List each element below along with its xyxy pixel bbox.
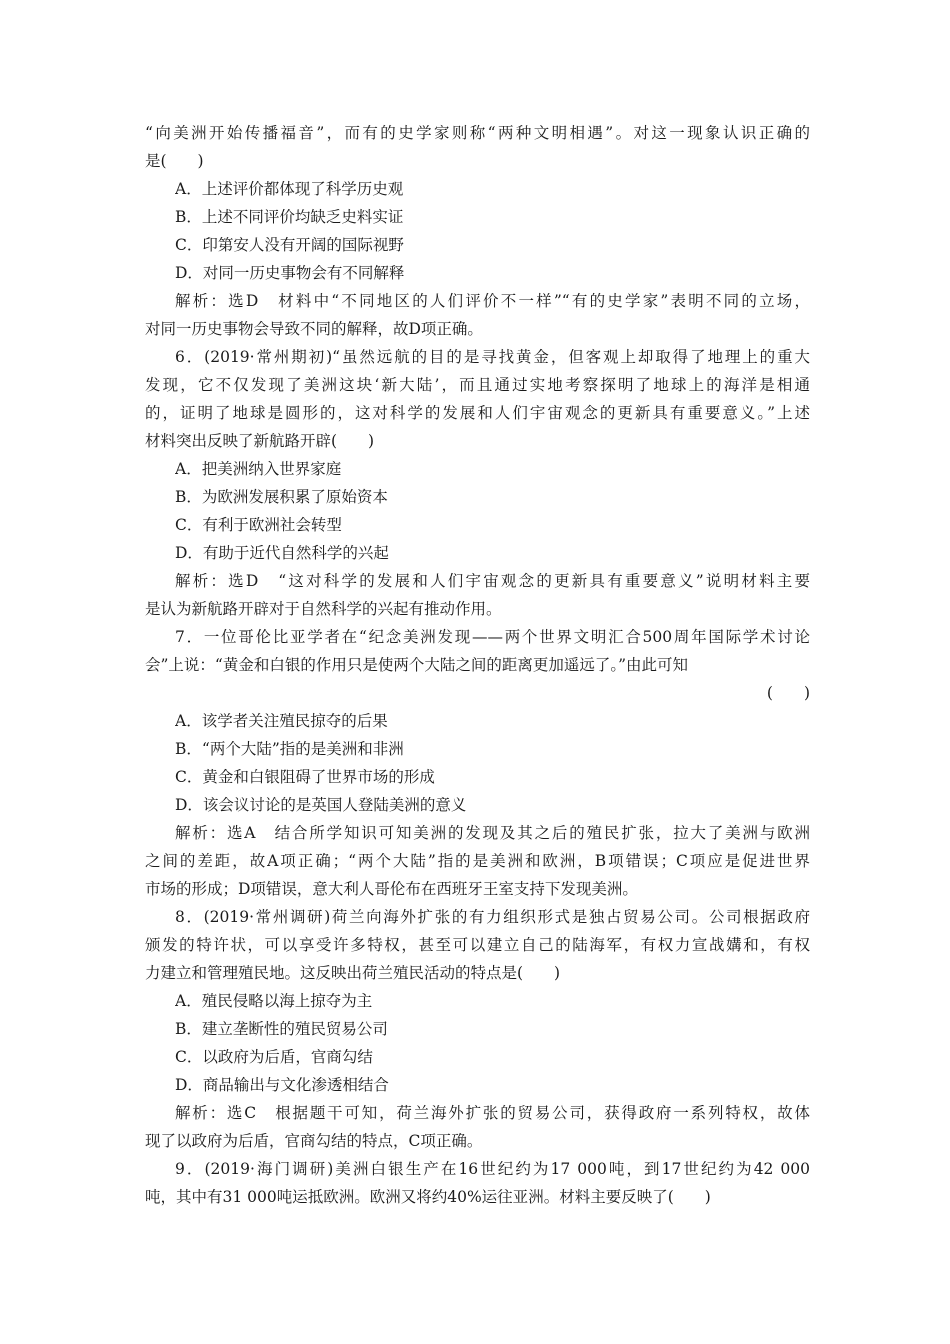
analysis-line: 解析：选A 结合所学知识可知美洲的发现及其之后的殖民扩张，拉大了美洲与欧洲 xyxy=(175,824,810,842)
text-line: 力建立和管理殖民地。这反映出荷兰殖民活动的特点是( ) xyxy=(145,964,561,982)
text-line: 材料突出反映了新航路开辟( ) xyxy=(145,432,375,450)
answer-blank: ( ) xyxy=(766,684,810,702)
text-line: 是( ) xyxy=(145,152,204,170)
text-line: 发现，它不仅发现了美洲这块‘新大陆’，而且通过实地考察探明了地球上的海洋是相通 xyxy=(145,376,810,394)
option-c: C．黄金和白银阻碍了世界市场的形成 xyxy=(175,768,435,786)
option-b: B．上述不同评价均缺乏史料实证 xyxy=(175,208,404,226)
option-d: D．该会议讨论的是英国人登陆美洲的意义 xyxy=(175,796,467,814)
question-8: 8．(2019·常州调研)荷兰向海外扩张的有力组织形式是独占贸易公司。公司根据政府 xyxy=(175,908,810,926)
option-b: B．建立垄断性的殖民贸易公司 xyxy=(175,1020,388,1038)
option-c: C．以政府为后盾，官商勾结 xyxy=(175,1048,373,1066)
option-d: D．有助于近代自然科学的兴起 xyxy=(175,544,389,562)
analysis-line: 解析：选D “这对科学的发展和人们宇宙观念的更新具有重要意义”说明材料主要 xyxy=(175,572,810,590)
text-line: 颁发的特许状，可以享受许多特权，甚至可以建立自己的陆海军，有权力宣战媾和，有权 xyxy=(145,936,810,954)
option-c: C．有利于欧洲社会转型 xyxy=(175,516,342,534)
question-6: 6．(2019·常州期初)“虽然远航的目的是寻找黄金，但客观上却取得了地理上的重大 xyxy=(175,348,810,366)
analysis-line: 现了以政府为后盾，官商勾结的特点，C项正确。 xyxy=(145,1132,483,1150)
analysis-line: 之间的差距，故A项正确；“两个大陆”指的是美洲和欧洲，B项错误；C项应是促进世界 xyxy=(145,852,810,870)
analysis-line: 是认为新航路开辟对于自然科学的兴起有推动作用。 xyxy=(145,600,502,618)
option-c: C．印第安人没有开阔的国际视野 xyxy=(175,236,404,254)
text-line: “向美洲开始传播福音”，而有的史学家则称“两种文明相遇”。对这一现象认识正确的 xyxy=(145,124,810,142)
option-a: A．上述评价都体现了科学历史观 xyxy=(175,180,404,198)
analysis-line: 解析：选D 材料中“不同地区的人们评价不一样”“有的史学家”表明不同的立场， xyxy=(175,292,810,310)
text-line: 的，证明了地球是圆形的，这对科学的发展和人们宇宙观念的更新具有重要意义。”上述 xyxy=(145,404,810,422)
option-b: B．为欧洲发展积累了原始资本 xyxy=(175,488,388,506)
option-a: A．殖民侵略以海上掠夺为主 xyxy=(175,992,373,1010)
analysis-line: 对同一历史事物会导致不同的解释，故D项正确。 xyxy=(145,320,483,338)
option-d: D．对同一历史事物会有不同解释 xyxy=(175,264,405,282)
option-a: A．把美洲纳入世界家庭 xyxy=(175,460,342,478)
question-7: 7．一位哥伦比亚学者在“纪念美洲发现——两个世界文明汇合500周年国际学术讨论 xyxy=(175,628,810,646)
option-a: A．该学者关注殖民掠夺的后果 xyxy=(175,712,388,730)
option-b: B．“两个大陆”指的是美洲和非洲 xyxy=(175,740,404,758)
text-line: 会”上说：“黄金和白银的作用只是使两个大陆之间的距离更加遥远了。”由此可知 xyxy=(145,656,689,674)
option-d: D．商品输出与文化渗透相结合 xyxy=(175,1076,389,1094)
question-9: 9．(2019·海门调研)美洲白银生产在16世纪约为17 000吨，到17世纪约为42 000 xyxy=(175,1160,810,1178)
text-line: 吨，其中有31 000吨运抵欧洲。欧洲又将约40%运往亚洲。材料主要反映了( ) xyxy=(145,1188,711,1206)
analysis-line: 解析：选C 根据题干可知，荷兰海外扩张的贸易公司，获得政府一系列特权，故体 xyxy=(175,1104,810,1122)
analysis-line: 市场的形成；D项错误，意大利人哥伦布在西班牙王室支持下发现美洲。 xyxy=(145,880,638,898)
